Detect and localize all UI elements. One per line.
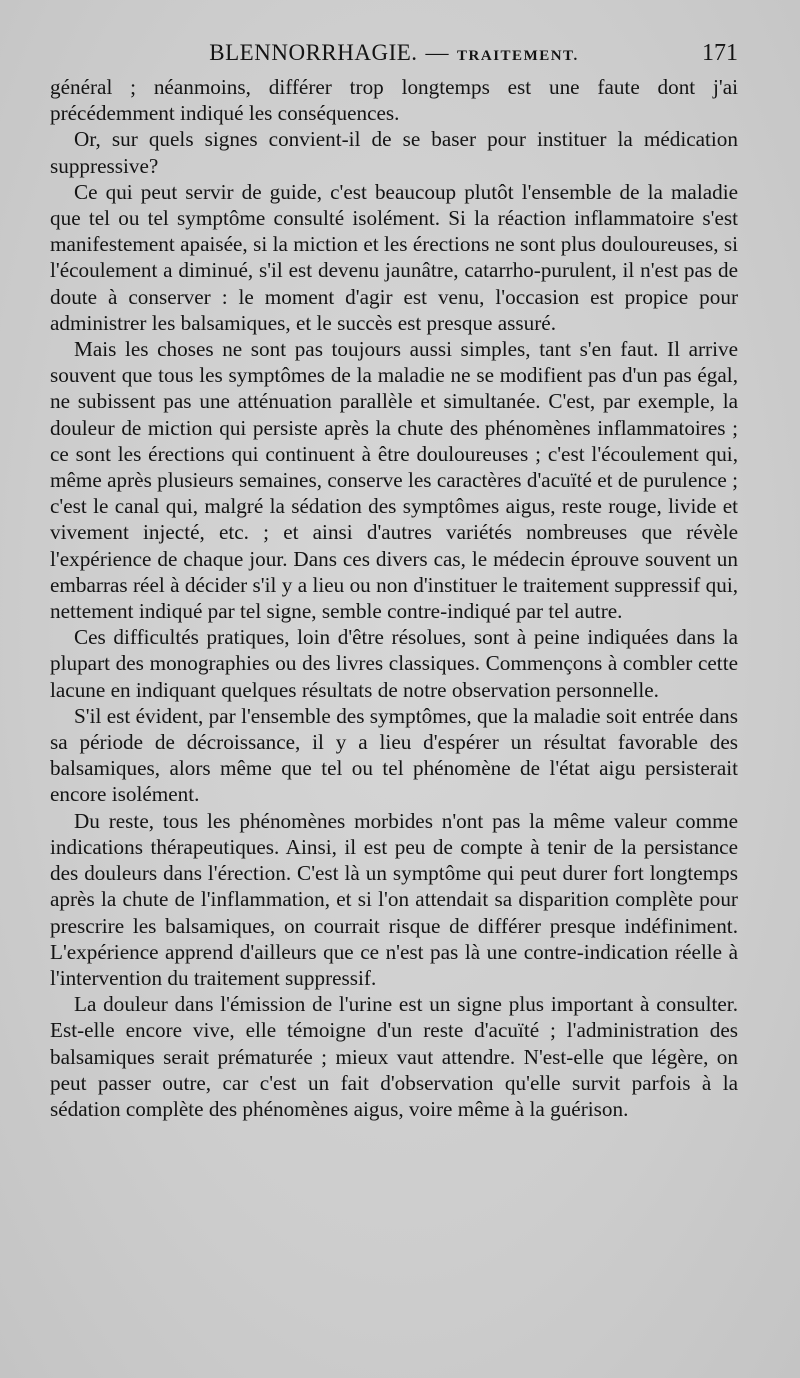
running-title-section: TRAITEMENT. <box>457 48 579 64</box>
running-title-main: BLENNORRHAGIE. <box>209 40 418 65</box>
paragraph: Ces difficultés pratiques, loin d'être résolues, sont à peine indiquées dans la plupart des monographies ou des livres classiques. Commençons à combler cette lacune en indiquant quelques résultats de notre observation personnelle. <box>50 625 738 702</box>
paragraph-continued: général ; néanmoins, différer trop longtemps est une faute dont j'ai précédemment indiqué les conséquences. <box>50 75 738 126</box>
running-title <box>50 36 738 73</box>
title-separator: — <box>425 40 450 65</box>
paragraph: Ce qui peut servir de guide, c'est beaucoup plutôt l'ensemble de la maladie que tel ou tel symptôme consulté isolément. Si la réaction inflammatoire s'est manifestement apaisée, si la miction et les érections ne sont plus douloureuses, si l'écoulement a diminué, s'il est devenu jaunâtre, catarrho-purulent, il n'est pas de doute à conserver : le moment d'agir est venu, l'occasion est propice pour administrer les balsamiques, et le succès est presque assuré. <box>50 179 738 335</box>
paragraph: Du reste, tous les phénomènes morbides n'ont pas la même valeur comme indications thérapeutiques. Ainsi, il est peu de compte à tenir de la persistance des douleurs dans l'érection. C'est là un symptôme qui peut durer fort longtemps après la chute de l'inflammation, et si l'on attendait sa disparition complète pour prescrire les balsamiques, on courrait risque de différer presque indéfiniment. L'expérience apprend d'ailleurs que ce n'est pas là une contre-indication réelle à l'intervention du traitement suppressif. <box>50 808 738 990</box>
paragraph: Or, sur quels signes convient-il de se baser pour instituer la médication suppressive? <box>50 127 738 178</box>
paragraph: S'il est évident, par l'ensemble des symptômes, que la maladie soit entrée dans sa période de décroissance, il y a lieu d'espérer un résultat favorable des balsamiques, alors même que tel ou tel phénomène de l'état aigu persisterait encore isolément. <box>50 703 738 807</box>
page-number: 171 <box>702 40 738 66</box>
page-header <box>50 36 738 70</box>
paragraph: La douleur dans l'émission de l'urine est un signe plus important à consulter. Est-elle encore vive, elle témoigne d'un reste d'acuïté ; l'administration des balsamiques serait prématurée ; mieux vaut attendre. N'est-elle que légère, on peut passer outre, car c'est un fait d'observation qu'elle survit parfois à la sédation complète des phénomènes aigus, voire même à la guérison. <box>50 992 738 1121</box>
body-text <box>50 74 738 1122</box>
paragraph: Mais les choses ne sont pas toujours aussi simples, tant s'en faut. Il arrive souvent que tous les symptômes de la maladie ne se modifient pas d'un pas égal, ne subissent pas une atténuation parallèle et simultanée. C'est, par exemple, la douleur de miction qui persiste après la chute des phénomènes inflammatoires ; ce sont les érections qui continuent à être douloureuses ; c'est l'écoulement qui, même après plusieurs semaines, conserve les caractères d'acuïté et de purulence ; c'est le canal qui, malgré la sédation des symptômes aigus, reste rouge, livide et vivement injecté, etc. ; et ainsi d'autres variétés nombreuses que révèle l'expérience de chaque jour. Dans ces divers cas, le médecin éprouve souvent un embarras réel à décider s'il y a lieu ou non d'instituer le traitement suppressif qui, nettement indiqué par tel signe, semble contre-indiqué par tel autre. <box>50 337 738 624</box>
